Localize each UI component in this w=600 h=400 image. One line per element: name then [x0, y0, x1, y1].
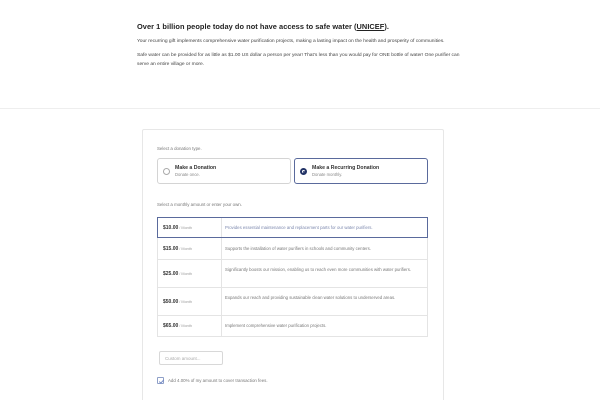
- option-title: Make a Donation: [175, 165, 217, 171]
- intro-section: [137, 22, 467, 70]
- amount-number: $25.00: [163, 271, 179, 277]
- column-separator: [221, 218, 222, 237]
- per-month-label: / Month: [179, 324, 192, 328]
- amount-description: Implement comprehensive water purification projects.: [225, 323, 327, 328]
- headline-suffix: ).: [384, 22, 389, 31]
- amount-number: $50.00: [163, 299, 179, 305]
- intro-paragraph-2: Safe water can be provided for as little as $1.00 US dollar a person per year! That's less than you would pay for ONE bottle of water! One purifier can serve an entire village or more.: [137, 52, 460, 68]
- amount-description: Expands our reach and providing sustainable clean water solutions to underserved areas.: [225, 295, 396, 300]
- amount-option-65[interactable]: [157, 316, 428, 337]
- amount-option-25[interactable]: [157, 260, 428, 288]
- amount-option-10[interactable]: [157, 217, 428, 238]
- amount-value: [163, 246, 192, 252]
- option-subtitle: Donate monthly.: [312, 172, 343, 177]
- column-separator: [221, 238, 222, 259]
- amount-list: [157, 217, 428, 337]
- per-month-label: / Month: [179, 226, 192, 230]
- amount-number: $10.00: [163, 225, 179, 231]
- amount-option-50[interactable]: [157, 288, 428, 316]
- recurring-donation-option[interactable]: [294, 158, 428, 184]
- amount-description: Provides essential maintenance and replacement parts for our water purifiers.: [225, 225, 373, 230]
- amount-number: $65.00: [163, 323, 179, 329]
- radio-selected-icon[interactable]: [300, 168, 307, 175]
- amount-value: [163, 323, 192, 329]
- option-title: Make a Recurring Donation: [312, 165, 380, 171]
- headline: [137, 22, 467, 31]
- per-month-label: / Month: [179, 246, 192, 251]
- checkbox-checked-icon[interactable]: [157, 377, 164, 384]
- amount-value: [163, 299, 192, 305]
- amount-value: [163, 271, 192, 277]
- section-divider: [0, 108, 600, 109]
- amount-number: $15.00: [163, 245, 179, 252]
- custom-amount-input[interactable]: [159, 351, 223, 365]
- amount-option-15[interactable]: [157, 238, 428, 260]
- column-separator: [221, 316, 222, 336]
- option-subtitle: Donate once.: [175, 172, 200, 177]
- amount-description: Supports the installation of water purifiers in schools and community centers.: [225, 245, 371, 251]
- per-month-label: / Month: [179, 300, 192, 304]
- one-time-donation-option[interactable]: [157, 158, 291, 184]
- amount-label: Select a monthly amount or enter your own.: [157, 202, 242, 207]
- amount-value: [163, 225, 192, 231]
- per-month-label: / Month: [179, 272, 192, 276]
- amount-description: Significantly boosts our mission, enabling us to reach even more communities with water purifiers.: [225, 267, 412, 272]
- column-separator: [221, 260, 222, 287]
- headline-text: Over 1 billion people today do not have access to safe water (: [137, 22, 357, 31]
- column-separator: [221, 288, 222, 315]
- intro-paragraph-1: Your recurring gift implements comprehensive water purification projects, making a lasting impact on the health and prosperity of communities.: [137, 39, 445, 44]
- unicef-link[interactable]: UNICEF: [356, 22, 385, 31]
- radio-icon[interactable]: [163, 168, 170, 175]
- donation-type-label: Select a donation type.: [157, 146, 202, 151]
- cover-fees-label: Add 4.00% of my amount to cover transaction fees.: [168, 378, 268, 384]
